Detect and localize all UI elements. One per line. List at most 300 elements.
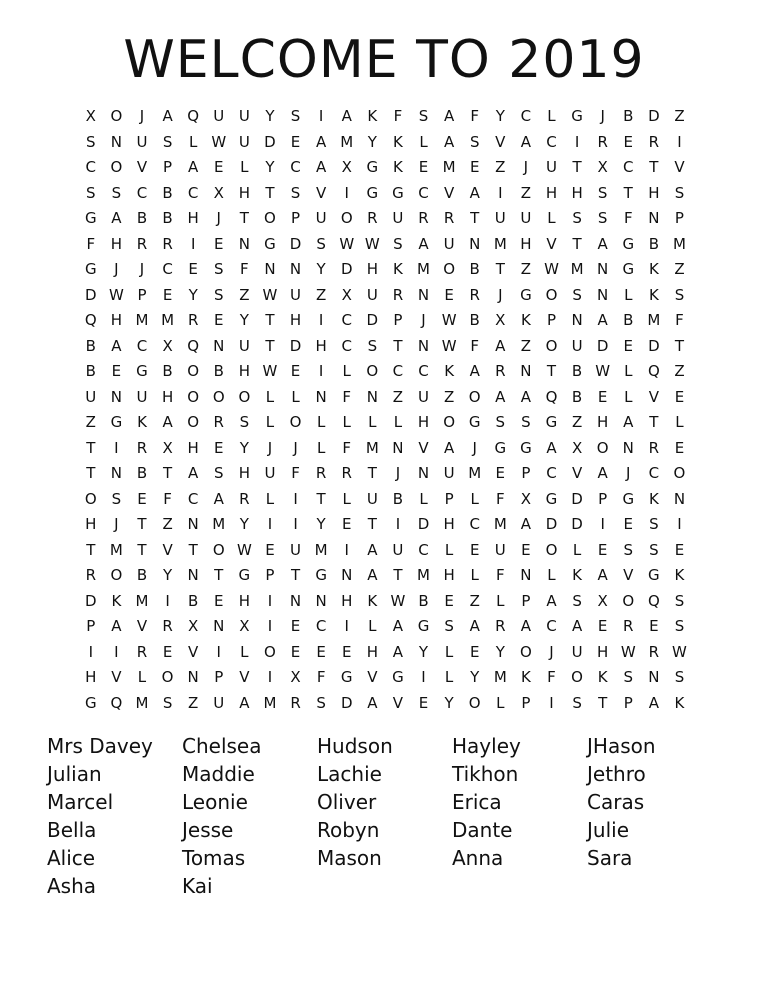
grid-row bbox=[78, 155, 692, 181]
grid-letter: N bbox=[187, 566, 199, 584]
grid-letter: E bbox=[341, 642, 352, 661]
grid-letter: A bbox=[111, 209, 122, 227]
grid-letter: L bbox=[624, 285, 633, 304]
grid-letter: P bbox=[674, 209, 684, 227]
grid-letter: T bbox=[239, 209, 249, 227]
word-list-item: Mason bbox=[317, 846, 382, 870]
grid-letter: Y bbox=[239, 311, 249, 329]
grid-letter: A bbox=[316, 132, 327, 151]
grid-letter: G bbox=[84, 209, 97, 227]
grid-letter: Z bbox=[674, 260, 685, 278]
grid-letter: K bbox=[444, 362, 455, 380]
grid-letter: N bbox=[417, 285, 430, 304]
grid-row bbox=[78, 640, 692, 666]
grid-letter: X bbox=[341, 158, 352, 176]
grid-letter: A bbox=[648, 693, 659, 712]
grid-letter: H bbox=[238, 464, 250, 482]
word-list-item: Tomas bbox=[182, 846, 246, 870]
grid-letter: W bbox=[262, 285, 278, 304]
grid-letter: V bbox=[136, 158, 148, 176]
grid-letter: F bbox=[547, 668, 556, 686]
grid-letter: L bbox=[444, 642, 454, 661]
grid-letter: H bbox=[545, 183, 558, 202]
grid-letter: C bbox=[392, 362, 404, 380]
grid-letter: R bbox=[162, 617, 173, 635]
grid-letter: T bbox=[367, 464, 377, 482]
grid-letter: J bbox=[216, 209, 221, 227]
grid-letter: O bbox=[673, 464, 686, 482]
grid-letter: N bbox=[315, 591, 327, 610]
grid-letter: A bbox=[469, 183, 480, 202]
grid-letter: W bbox=[108, 285, 124, 304]
grid-letter: Y bbox=[495, 107, 505, 125]
word-list-item: Mrs Davey bbox=[47, 734, 153, 758]
grid-letter: D bbox=[648, 336, 660, 355]
word-list-item: Maddie bbox=[182, 762, 255, 786]
grid-letter: G bbox=[417, 617, 430, 635]
grid-letter: F bbox=[623, 209, 633, 227]
grid-letter: M bbox=[468, 464, 482, 482]
word-list-item: Oliver bbox=[317, 790, 377, 814]
grid-row bbox=[78, 308, 692, 334]
grid-letter: S bbox=[649, 515, 659, 533]
grid-letter: S bbox=[597, 209, 608, 227]
grid-letter: A bbox=[443, 132, 455, 151]
grid-letter: W bbox=[262, 362, 278, 380]
grid-letter: X bbox=[495, 311, 506, 329]
grid-letter: Y bbox=[265, 107, 275, 125]
grid-letter: C bbox=[136, 336, 148, 355]
grid-letter: N bbox=[110, 132, 122, 151]
grid-letter: A bbox=[597, 234, 608, 253]
grid-letter: U bbox=[494, 209, 506, 227]
grid-letter: U bbox=[443, 464, 455, 482]
grid-letter: H bbox=[161, 387, 174, 406]
grid-letter: I bbox=[267, 591, 273, 610]
grid-letter: A bbox=[623, 413, 634, 431]
grid-letter: C bbox=[187, 489, 199, 508]
word-list-item: Hudson bbox=[317, 734, 393, 758]
grid-letter: B bbox=[136, 566, 148, 584]
grid-letter: F bbox=[470, 336, 480, 355]
grid-letter: V bbox=[111, 668, 122, 686]
grid-letter: Z bbox=[520, 183, 532, 202]
grid-letter: L bbox=[624, 387, 633, 406]
grid-letter: E bbox=[341, 515, 352, 533]
grid-letter: U bbox=[366, 489, 378, 508]
grid-letter: R bbox=[392, 285, 404, 304]
grid-letter: Z bbox=[674, 107, 685, 125]
grid-letter: P bbox=[521, 591, 531, 610]
grid-row bbox=[78, 181, 692, 207]
grid-letter: C bbox=[418, 540, 429, 559]
grid-letter: O bbox=[238, 387, 251, 406]
grid-row bbox=[78, 538, 692, 564]
grid-letter: T bbox=[623, 183, 633, 202]
grid-letter: R bbox=[85, 566, 97, 584]
grid-letter: N bbox=[110, 464, 122, 482]
grid-letter: S bbox=[214, 285, 224, 304]
grid-letter: M bbox=[417, 566, 430, 584]
grid-letter: T bbox=[470, 209, 480, 227]
grid-letter: P bbox=[444, 489, 454, 508]
grid-letter: K bbox=[367, 107, 378, 125]
grid-letter: L bbox=[342, 489, 351, 508]
grid-letter: S bbox=[597, 183, 608, 202]
grid-letter: K bbox=[674, 566, 685, 584]
grid-letter: T bbox=[367, 515, 377, 533]
grid-letter: H bbox=[289, 311, 302, 329]
grid-letter: H bbox=[238, 183, 250, 202]
grid-letter: A bbox=[597, 566, 608, 584]
grid-letter: I bbox=[318, 362, 324, 380]
grid-letter: K bbox=[393, 260, 403, 278]
grid-letter: U bbox=[264, 464, 276, 482]
grid-letter: I bbox=[600, 515, 605, 533]
grid-letter: G bbox=[136, 362, 148, 380]
grid-letter: O bbox=[596, 438, 609, 457]
grid-letter: O bbox=[622, 591, 635, 610]
grid-letter: D bbox=[596, 336, 609, 355]
grid-letter: P bbox=[137, 285, 147, 304]
grid-letter: D bbox=[85, 285, 97, 304]
grid-letter: A bbox=[162, 107, 173, 125]
grid-letter: N bbox=[289, 260, 302, 278]
grid-letter: G bbox=[622, 234, 635, 253]
grid-row bbox=[78, 436, 692, 462]
grid-letter: X bbox=[162, 438, 173, 457]
grid-letter: A bbox=[239, 693, 250, 712]
grid-letter: U bbox=[418, 387, 429, 406]
grid-letter: E bbox=[265, 540, 275, 559]
grid-letter: T bbox=[674, 336, 685, 355]
grid-letter: L bbox=[265, 387, 275, 406]
grid-letter: C bbox=[341, 311, 352, 329]
grid-letter: U bbox=[545, 158, 557, 176]
grid-letter: F bbox=[291, 464, 300, 482]
grid-letter: F bbox=[675, 311, 684, 329]
grid-letter: I bbox=[114, 642, 119, 661]
grid-letter: N bbox=[597, 260, 609, 278]
grid-letter: Q bbox=[647, 362, 660, 380]
grid-letter: V bbox=[392, 693, 404, 712]
grid-letter: T bbox=[137, 515, 147, 533]
grid-letter: Z bbox=[188, 693, 199, 712]
grid-letter: U bbox=[213, 107, 225, 125]
grid-letter: E bbox=[162, 642, 173, 661]
grid-letter: J bbox=[498, 285, 503, 304]
grid-letter: S bbox=[521, 413, 531, 431]
grid-letter: A bbox=[571, 617, 583, 635]
grid-letter: T bbox=[137, 540, 147, 559]
grid-letter: G bbox=[545, 413, 558, 431]
word-list-item: Hayley bbox=[452, 734, 521, 758]
grid-letter: O bbox=[110, 566, 123, 584]
grid-letter: E bbox=[674, 540, 685, 559]
grid-letter: A bbox=[520, 617, 532, 635]
grid-letter: W bbox=[441, 311, 457, 329]
grid-letter: L bbox=[572, 540, 582, 559]
grid-row bbox=[78, 232, 692, 258]
grid-letter: S bbox=[674, 183, 685, 202]
grid-letter: J bbox=[395, 464, 401, 482]
grid-letter: A bbox=[469, 362, 480, 380]
grid-letter: N bbox=[648, 209, 660, 227]
grid-letter: Y bbox=[470, 668, 480, 686]
grid-letter: K bbox=[572, 566, 582, 584]
grid-letter: Y bbox=[239, 438, 249, 457]
grid-letter: L bbox=[137, 668, 147, 686]
grid-letter: W bbox=[672, 642, 687, 661]
grid-letter: H bbox=[443, 566, 455, 584]
grid-letter: I bbox=[165, 591, 170, 610]
grid-letter: D bbox=[648, 107, 660, 125]
grid-letter: E bbox=[214, 158, 224, 176]
grid-letter: S bbox=[649, 540, 659, 559]
word-list-column bbox=[182, 732, 317, 900]
grid-letter: I bbox=[190, 234, 196, 253]
grid-letter: E bbox=[418, 158, 429, 176]
word-list-item: Anna bbox=[452, 846, 504, 870]
grid-letter: A bbox=[443, 438, 455, 457]
grid-letter: E bbox=[469, 642, 480, 661]
grid-letter: G bbox=[315, 566, 327, 584]
grid-letter: C bbox=[648, 464, 660, 482]
grid-letter: B bbox=[136, 464, 148, 482]
grid-letter: P bbox=[86, 617, 96, 635]
grid-letter: E bbox=[597, 540, 608, 559]
grid-letter: E bbox=[469, 540, 480, 559]
grid-letter: I bbox=[344, 617, 349, 635]
grid-letter: Z bbox=[162, 515, 173, 533]
grid-letter: C bbox=[546, 132, 557, 151]
grid-letter: U bbox=[238, 132, 250, 151]
grid-letter: B bbox=[648, 234, 659, 253]
grid-letter: T bbox=[649, 158, 659, 176]
grid-letter: J bbox=[139, 260, 145, 278]
grid-letter: D bbox=[340, 260, 353, 278]
grid-letter: C bbox=[546, 617, 557, 635]
grid-letter: A bbox=[418, 234, 429, 253]
grid-letter: F bbox=[495, 566, 505, 584]
grid-letter: S bbox=[290, 107, 301, 125]
grid-letter: D bbox=[289, 336, 302, 355]
grid-letter: R bbox=[495, 617, 506, 635]
grid-letter: M bbox=[442, 158, 456, 176]
grid-letter: S bbox=[214, 260, 224, 278]
grid-letter: R bbox=[648, 642, 660, 661]
grid-letter: X bbox=[571, 438, 583, 457]
grid-letter: N bbox=[469, 234, 481, 253]
grid-letter: A bbox=[162, 413, 173, 431]
grid-letter: U bbox=[571, 642, 583, 661]
grid-letter: D bbox=[366, 311, 379, 329]
grid-letter: F bbox=[342, 438, 352, 457]
grid-letter: P bbox=[521, 464, 531, 482]
grid-letter: M bbox=[314, 540, 328, 559]
grid-letter: S bbox=[572, 209, 582, 227]
grid-letter: C bbox=[469, 515, 480, 533]
grid-letter: N bbox=[315, 387, 327, 406]
grid-letter: M bbox=[161, 311, 175, 329]
grid-letter: M bbox=[135, 591, 149, 610]
grid-letter: E bbox=[469, 158, 480, 176]
grid-letter: A bbox=[188, 158, 199, 176]
grid-letter: T bbox=[265, 311, 275, 329]
grid-letter: R bbox=[623, 617, 634, 635]
grid-letter: V bbox=[136, 617, 148, 635]
grid-letter: K bbox=[520, 668, 531, 686]
grid-letter: I bbox=[267, 515, 273, 533]
grid-letter: T bbox=[265, 336, 275, 355]
grid-letter: A bbox=[443, 107, 455, 125]
grid-letter: Z bbox=[520, 260, 532, 278]
grid-letter: M bbox=[672, 234, 686, 253]
grid-letter: Z bbox=[469, 591, 480, 610]
grid-letter: S bbox=[572, 693, 582, 712]
word-list-column bbox=[587, 732, 722, 900]
word-list-column bbox=[47, 732, 182, 900]
grid-letter: A bbox=[469, 617, 480, 635]
grid-letter: B bbox=[213, 362, 224, 380]
grid-letter: O bbox=[468, 693, 481, 712]
grid-letter: Y bbox=[495, 642, 505, 661]
word-list-item: Erica bbox=[452, 790, 502, 814]
grid-letter: S bbox=[162, 132, 173, 151]
grid-letter: V bbox=[162, 540, 173, 559]
grid-letter: Z bbox=[443, 387, 455, 406]
grid-letter: R bbox=[315, 464, 327, 482]
grid-letter: E bbox=[674, 438, 685, 457]
grid-letter: Z bbox=[316, 285, 327, 304]
grid-letter: W bbox=[441, 336, 457, 355]
grid-letter: Z bbox=[520, 336, 532, 355]
grid-letter: I bbox=[421, 668, 426, 686]
word-list-item: Tikhon bbox=[452, 762, 519, 786]
grid-letter: O bbox=[545, 540, 558, 559]
grid-letter: B bbox=[469, 311, 480, 329]
grid-letter: R bbox=[290, 693, 301, 712]
grid-letter: W bbox=[595, 362, 611, 380]
word-list-item: Robyn bbox=[317, 818, 380, 842]
grid-letter: A bbox=[597, 464, 608, 482]
grid-letter: T bbox=[290, 566, 301, 584]
grid-letter: A bbox=[367, 693, 378, 712]
grid-letter: X bbox=[162, 336, 173, 355]
grid-letter: I bbox=[344, 183, 349, 202]
grid-letter: M bbox=[212, 515, 226, 533]
grid-letter: M bbox=[493, 668, 507, 686]
grid-letter: E bbox=[290, 642, 301, 661]
grid-letter: L bbox=[470, 566, 479, 584]
grid-letter: O bbox=[519, 642, 532, 661]
grid-letter: E bbox=[188, 260, 198, 278]
grid-letter: F bbox=[86, 234, 96, 253]
grid-letter: A bbox=[213, 489, 224, 508]
grid-letter: E bbox=[214, 438, 224, 457]
grid-letter: N bbox=[187, 515, 199, 533]
grid-letter: G bbox=[571, 107, 583, 125]
grid-letter: Y bbox=[239, 515, 249, 533]
grid-letter: R bbox=[648, 438, 660, 457]
grid-letter: A bbox=[597, 311, 608, 329]
grid-letter: N bbox=[213, 336, 225, 355]
grid-letter: J bbox=[600, 107, 605, 125]
grid-letter: F bbox=[316, 668, 326, 686]
grid-letter: T bbox=[572, 234, 582, 253]
grid-letter: M bbox=[570, 260, 584, 278]
grid-letter: X bbox=[597, 591, 608, 610]
grid-letter: R bbox=[597, 132, 608, 151]
grid-letter: F bbox=[495, 489, 505, 508]
grid-letter: B bbox=[162, 362, 173, 380]
grid-letter: A bbox=[111, 617, 122, 635]
grid-letter: E bbox=[137, 489, 147, 508]
grid-letter: R bbox=[443, 209, 455, 227]
grid-letter: L bbox=[342, 362, 351, 380]
grid-letter: O bbox=[212, 540, 225, 559]
grid-letter: L bbox=[316, 413, 326, 431]
grid-letter: G bbox=[238, 566, 251, 584]
grid-letter: E bbox=[444, 591, 454, 610]
grid-letter: E bbox=[623, 132, 633, 151]
grid-letter: U bbox=[366, 285, 378, 304]
grid-letter: T bbox=[572, 158, 582, 176]
grid-letter: H bbox=[187, 209, 199, 227]
grid-letter: O bbox=[571, 668, 583, 686]
grid-letter: S bbox=[290, 183, 301, 202]
grid-letter: T bbox=[316, 489, 326, 508]
grid-letter: P bbox=[393, 311, 403, 329]
grid-letter: H bbox=[417, 413, 430, 431]
grid-letter: I bbox=[574, 132, 580, 151]
grid-letter: O bbox=[84, 489, 97, 508]
grid-letter: S bbox=[674, 617, 685, 635]
grid-letter: N bbox=[520, 362, 532, 380]
grid-letter: D bbox=[340, 693, 353, 712]
grid-letter: D bbox=[85, 591, 97, 610]
grid-letter: O bbox=[264, 209, 276, 227]
grid-letter: I bbox=[318, 311, 324, 329]
grid-letter: G bbox=[520, 438, 532, 457]
grid-letter: C bbox=[136, 183, 148, 202]
grid-letter: M bbox=[109, 540, 123, 559]
grid-letter: Y bbox=[316, 515, 326, 533]
grid-letter: Y bbox=[444, 693, 454, 712]
word-list-item: Lachie bbox=[317, 762, 382, 786]
grid-letter: T bbox=[393, 336, 403, 355]
grid-letter: N bbox=[597, 285, 609, 304]
word-list-item: Marcel bbox=[47, 790, 114, 814]
grid-letter: O bbox=[443, 260, 456, 278]
grid-letter: S bbox=[239, 413, 250, 431]
word-list-item: JHason bbox=[587, 734, 656, 758]
grid-letter: V bbox=[495, 132, 506, 151]
grid-letter: H bbox=[571, 183, 583, 202]
grid-letter: Q bbox=[187, 107, 200, 125]
grid-letter: M bbox=[135, 693, 149, 712]
grid-letter: A bbox=[316, 158, 327, 176]
grid-letter: W bbox=[544, 260, 559, 278]
grid-letter: E bbox=[214, 311, 224, 329]
grid-letter: H bbox=[110, 234, 123, 253]
grid-letter: L bbox=[419, 132, 428, 151]
grid-letter: U bbox=[520, 209, 532, 227]
grid-letter: R bbox=[136, 642, 148, 661]
grid-letter: B bbox=[85, 336, 96, 355]
grid-letter: M bbox=[493, 234, 507, 253]
grid-letter: X bbox=[341, 285, 352, 304]
